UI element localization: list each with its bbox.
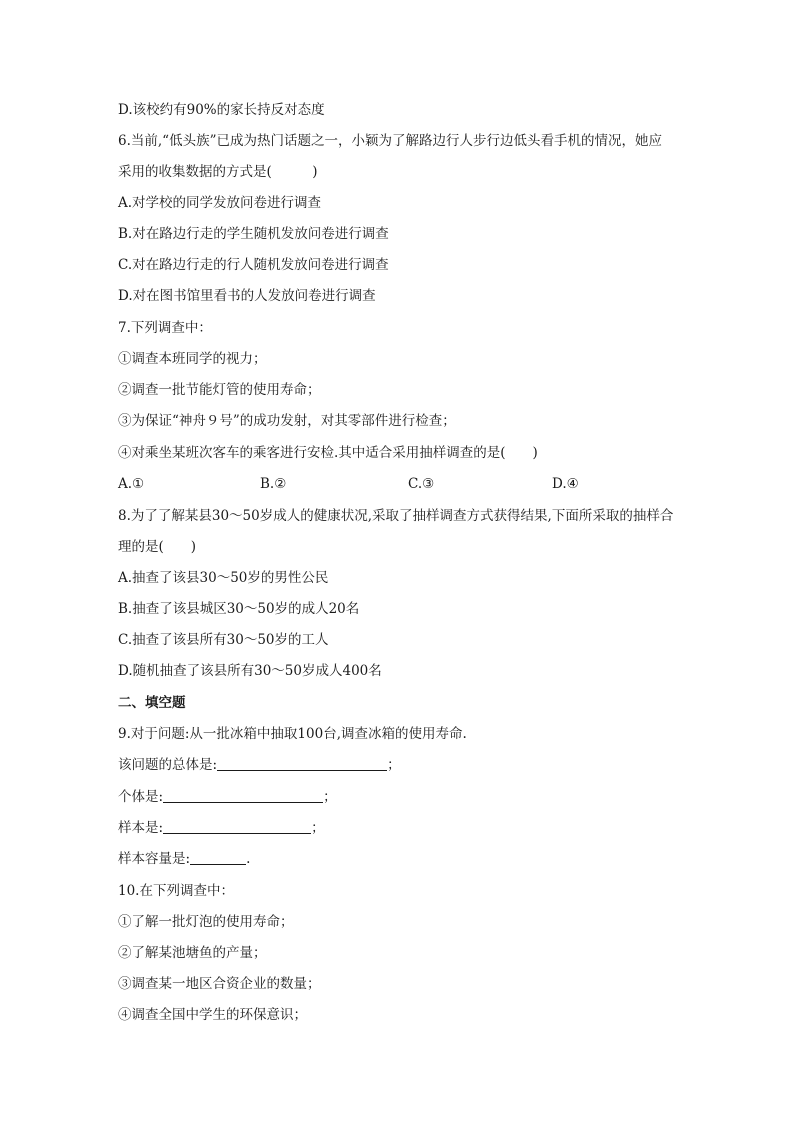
- q8-stem-line2: 理的是( ): [118, 539, 197, 555]
- q9-population-row: [118, 755, 401, 775]
- q7-stem: 7.下列调查中：: [118, 320, 212, 336]
- q7-option-c: C.③: [408, 476, 435, 492]
- q10-item-1: ①了解一批灯泡的使用寿命；: [118, 914, 294, 930]
- q8-option-a: A.抽查了该县30～50岁的男性公民: [118, 570, 329, 586]
- q9-population-label: 该问题的总体是:: [118, 757, 218, 773]
- q7-item-3: ③为保证“神舟９号”的成功发射，对其零部件进行检查；: [118, 413, 456, 429]
- q8-option-d: D.随机抽查了该县所有30～50岁成人400名: [118, 663, 382, 679]
- q7-item-1: ①调查本班同学的视力；: [118, 351, 267, 367]
- q6-stem-line2: 采用的收集数据的方式是( ): [118, 164, 318, 180]
- q10-item-2: ②了解某池塘鱼的产量；: [118, 945, 267, 961]
- q7-item-4: ④对乘坐某班次客车的乘客进行安检.其中适合采用抽样调查的是( ): [118, 445, 538, 461]
- q9-individual-blank[interactable]: [163, 787, 323, 803]
- q6-option-b: B.对在路边行走的学生随机发放问卷进行调查: [118, 226, 389, 242]
- q7-option-b: B.②: [260, 476, 287, 492]
- q9-individual-row: [118, 787, 337, 807]
- q9-sample-size-label: 样本容量是:: [118, 851, 191, 867]
- q6-option-d: D.对在图书馆里看书的人发放问卷进行调查: [118, 288, 376, 304]
- q10-item-3: ③调查某一地区合资企业的数量；: [118, 976, 321, 992]
- q8-stem-line1: 8.为了了解某县30～50岁成人的健康状况,采取了抽样调查方式获得结果,下面所采取的抽样合: [118, 508, 674, 524]
- q9-individual-punct: ；: [323, 789, 337, 805]
- q7-option-a: A.①: [118, 476, 145, 492]
- q9-sample-label: 样本是:: [118, 820, 164, 836]
- q9-population-punct: ；: [387, 757, 401, 773]
- q9-sample-size-row: [118, 849, 250, 869]
- q9-individual-label: 个体是:: [118, 789, 164, 805]
- section-heading-fill-in: 二、填空题: [118, 695, 186, 711]
- q7-option-d: D.④: [552, 476, 579, 492]
- q8-option-b: B.抽查了该县城区30～50岁的成人20名: [118, 601, 360, 617]
- q6-stem-line1: 6.当前,“低头族”已成为热门话题之一，小颖为了解路边行人步行边低头看手机的情况，她应: [118, 133, 662, 149]
- q9-sample-size-blank[interactable]: [190, 849, 246, 865]
- q9-stem: 9.对于问题:从一批冰箱中抽取100台,调查冰箱的使用寿命.: [118, 726, 467, 742]
- q10-stem: 10.在下列调查中：: [118, 883, 234, 899]
- q9-sample-row: [118, 818, 325, 838]
- q8-option-c: C.抽查了该县所有30～50岁的工人: [118, 632, 329, 648]
- q9-sample-blank[interactable]: [163, 818, 311, 834]
- q6-option-a: A.对学校的同学发放问卷进行调查: [118, 195, 322, 211]
- q5-option-d: D.该校约有90%的家长持反对态度: [118, 102, 325, 118]
- q7-item-2: ②调查一批节能灯管的使用寿命；: [118, 382, 321, 398]
- q9-population-blank[interactable]: [217, 755, 387, 771]
- q9-sample-size-punct: .: [246, 851, 251, 867]
- q10-item-4: ④调查全国中学生的环保意识；: [118, 1007, 307, 1023]
- q6-option-c: C.对在路边行走的行人随机发放问卷进行调查: [118, 257, 389, 273]
- q9-sample-punct: ；: [311, 820, 325, 836]
